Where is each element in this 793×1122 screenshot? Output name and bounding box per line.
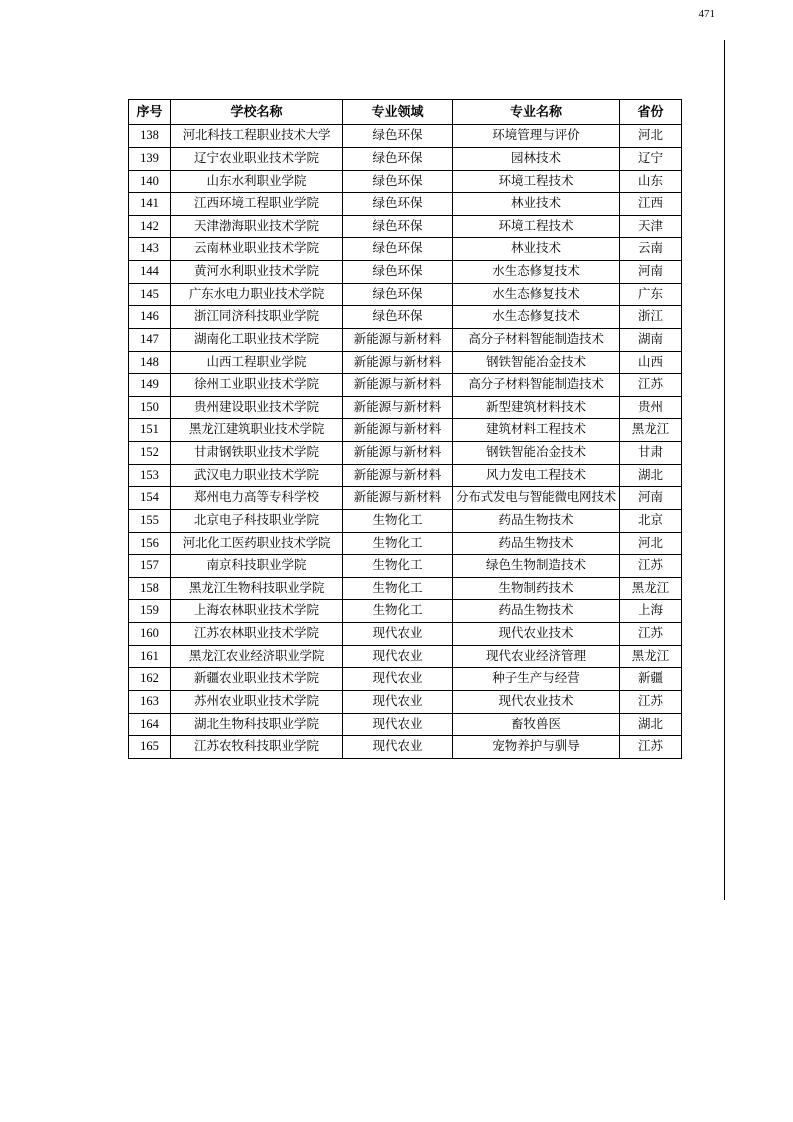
table-body — [129, 125, 682, 759]
cell-field: 生物化工 — [343, 600, 453, 623]
majors-table — [128, 99, 682, 759]
cell-province: 江苏 — [620, 374, 682, 397]
cell-school: 北京电子科技职业学院 — [171, 509, 343, 532]
cell-field: 绿色环保 — [343, 215, 453, 238]
table-row — [129, 623, 682, 646]
table-row — [129, 396, 682, 419]
cell-school: 山西工程职业学院 — [171, 351, 343, 374]
cell-major: 环境工程技术 — [453, 215, 620, 238]
cell-index: 154 — [129, 487, 171, 510]
cell-index: 145 — [129, 283, 171, 306]
cell-major: 现代农业技术 — [453, 623, 620, 646]
cell-major: 畜牧兽医 — [453, 713, 620, 736]
cell-field: 新能源与新材料 — [343, 351, 453, 374]
cell-school: 河北化工医药职业技术学院 — [171, 532, 343, 555]
cell-major: 环境工程技术 — [453, 170, 620, 193]
table-row — [129, 600, 682, 623]
cell-index: 138 — [129, 125, 171, 148]
cell-index: 152 — [129, 442, 171, 465]
cell-province: 天津 — [620, 215, 682, 238]
cell-major: 高分子材料智能制造技术 — [453, 374, 620, 397]
cell-province: 黑龙江 — [620, 577, 682, 600]
table-header-row — [129, 100, 682, 125]
cell-school: 湖北生物科技职业学院 — [171, 713, 343, 736]
cell-province: 江西 — [620, 193, 682, 216]
table-row — [129, 215, 682, 238]
cell-major: 药品生物技术 — [453, 600, 620, 623]
cell-school: 江西环境工程职业学院 — [171, 193, 343, 216]
cell-province: 湖北 — [620, 713, 682, 736]
cell-province: 广东 — [620, 283, 682, 306]
cell-province: 江苏 — [620, 690, 682, 713]
cell-field: 绿色环保 — [343, 170, 453, 193]
cell-field: 新能源与新材料 — [343, 442, 453, 465]
cell-school: 新疆农业职业技术学院 — [171, 668, 343, 691]
table-row — [129, 193, 682, 216]
cell-school: 黄河水利职业技术学院 — [171, 261, 343, 284]
page-border-rule — [724, 40, 725, 900]
cell-index: 158 — [129, 577, 171, 600]
cell-index: 165 — [129, 736, 171, 759]
cell-school: 天津渤海职业技术学院 — [171, 215, 343, 238]
table-row — [129, 713, 682, 736]
cell-school: 黑龙江农业经济职业学院 — [171, 645, 343, 668]
cell-province: 辽宁 — [620, 147, 682, 170]
cell-province: 贵州 — [620, 396, 682, 419]
cell-field: 新能源与新材料 — [343, 464, 453, 487]
cell-school: 湖南化工职业技术学院 — [171, 328, 343, 351]
cell-index: 146 — [129, 306, 171, 329]
cell-province: 江苏 — [620, 623, 682, 646]
cell-major: 水生态修复技术 — [453, 261, 620, 284]
table-row — [129, 668, 682, 691]
cell-province: 湖北 — [620, 464, 682, 487]
table-row — [129, 419, 682, 442]
cell-school: 上海农林职业技术学院 — [171, 600, 343, 623]
cell-major: 新型建筑材料技术 — [453, 396, 620, 419]
cell-major: 现代农业技术 — [453, 690, 620, 713]
cell-province: 河南 — [620, 261, 682, 284]
cell-province: 江苏 — [620, 736, 682, 759]
cell-school: 徐州工业职业技术学院 — [171, 374, 343, 397]
cell-index: 153 — [129, 464, 171, 487]
table-row — [129, 170, 682, 193]
cell-school: 甘肃钢铁职业技术学院 — [171, 442, 343, 465]
cell-major: 种子生产与经营 — [453, 668, 620, 691]
cell-major: 水生态修复技术 — [453, 306, 620, 329]
table-row — [129, 555, 682, 578]
cell-school: 广东水电力职业技术学院 — [171, 283, 343, 306]
cell-school: 武汉电力职业技术学院 — [171, 464, 343, 487]
cell-province: 黑龙江 — [620, 645, 682, 668]
table-row — [129, 509, 682, 532]
cell-province: 江苏 — [620, 555, 682, 578]
cell-province: 山东 — [620, 170, 682, 193]
cell-index: 148 — [129, 351, 171, 374]
cell-field: 生物化工 — [343, 555, 453, 578]
cell-field: 现代农业 — [343, 736, 453, 759]
table-row — [129, 464, 682, 487]
cell-province: 北京 — [620, 509, 682, 532]
table-row — [129, 306, 682, 329]
cell-major: 药品生物技术 — [453, 532, 620, 555]
cell-school: 辽宁农业职业技术学院 — [171, 147, 343, 170]
cell-major: 林业技术 — [453, 238, 620, 261]
cell-school: 河北科技工程职业技术大学 — [171, 125, 343, 148]
cell-school: 江苏农牧科技职业学院 — [171, 736, 343, 759]
table-row — [129, 125, 682, 148]
cell-major: 林业技术 — [453, 193, 620, 216]
cell-major: 宠物养护与驯导 — [453, 736, 620, 759]
cell-index: 140 — [129, 170, 171, 193]
column-header-major: 专业名称 — [453, 100, 620, 125]
cell-field: 现代农业 — [343, 690, 453, 713]
table-row — [129, 442, 682, 465]
cell-field: 生物化工 — [343, 577, 453, 600]
cell-province: 河北 — [620, 532, 682, 555]
cell-index: 141 — [129, 193, 171, 216]
cell-school: 郑州电力高等专科学校 — [171, 487, 343, 510]
table-row — [129, 374, 682, 397]
cell-field: 绿色环保 — [343, 306, 453, 329]
table-row — [129, 532, 682, 555]
cell-index: 164 — [129, 713, 171, 736]
cell-index: 160 — [129, 623, 171, 646]
cell-index: 143 — [129, 238, 171, 261]
cell-province: 甘肃 — [620, 442, 682, 465]
cell-index: 156 — [129, 532, 171, 555]
cell-school: 黑龙江生物科技职业学院 — [171, 577, 343, 600]
cell-major: 建筑材料工程技术 — [453, 419, 620, 442]
cell-field: 绿色环保 — [343, 147, 453, 170]
cell-field: 生物化工 — [343, 509, 453, 532]
cell-field: 新能源与新材料 — [343, 396, 453, 419]
cell-province: 新疆 — [620, 668, 682, 691]
cell-field: 新能源与新材料 — [343, 328, 453, 351]
cell-school: 浙江同济科技职业学院 — [171, 306, 343, 329]
cell-school: 苏州农业职业技术学院 — [171, 690, 343, 713]
cell-index: 155 — [129, 509, 171, 532]
cell-major: 风力发电工程技术 — [453, 464, 620, 487]
cell-province: 河北 — [620, 125, 682, 148]
cell-major: 高分子材料智能制造技术 — [453, 328, 620, 351]
cell-province: 湖南 — [620, 328, 682, 351]
cell-index: 147 — [129, 328, 171, 351]
cell-major: 钢铁智能冶金技术 — [453, 442, 620, 465]
cell-school: 南京科技职业学院 — [171, 555, 343, 578]
cell-index: 139 — [129, 147, 171, 170]
column-header-province: 省份 — [620, 100, 682, 125]
cell-index: 151 — [129, 419, 171, 442]
cell-major: 水生态修复技术 — [453, 283, 620, 306]
cell-major: 生物制药技术 — [453, 577, 620, 600]
page-number: 471 — [698, 8, 715, 20]
table-row — [129, 328, 682, 351]
cell-field: 新能源与新材料 — [343, 487, 453, 510]
table-row — [129, 283, 682, 306]
cell-province: 河南 — [620, 487, 682, 510]
cell-major: 园林技术 — [453, 147, 620, 170]
table-row — [129, 487, 682, 510]
cell-field: 生物化工 — [343, 532, 453, 555]
cell-major: 现代农业经济管理 — [453, 645, 620, 668]
cell-major: 环境管理与评价 — [453, 125, 620, 148]
cell-major: 药品生物技术 — [453, 509, 620, 532]
cell-province: 黑龙江 — [620, 419, 682, 442]
cell-major: 分布式发电与智能微电网技术 — [453, 487, 620, 510]
table-row — [129, 351, 682, 374]
cell-field: 新能源与新材料 — [343, 374, 453, 397]
cell-index: 163 — [129, 690, 171, 713]
cell-province: 山西 — [620, 351, 682, 374]
table-row — [129, 577, 682, 600]
cell-field: 新能源与新材料 — [343, 419, 453, 442]
column-header-field: 专业领域 — [343, 100, 453, 125]
cell-index: 162 — [129, 668, 171, 691]
cell-school: 江苏农林职业技术学院 — [171, 623, 343, 646]
cell-field: 现代农业 — [343, 668, 453, 691]
cell-field: 现代农业 — [343, 645, 453, 668]
cell-index: 159 — [129, 600, 171, 623]
cell-province: 浙江 — [620, 306, 682, 329]
table-row — [129, 261, 682, 284]
cell-major: 绿色生物制造技术 — [453, 555, 620, 578]
cell-index: 157 — [129, 555, 171, 578]
cell-index: 142 — [129, 215, 171, 238]
column-header-school: 学校名称 — [171, 100, 343, 125]
cell-school: 山东水利职业学院 — [171, 170, 343, 193]
cell-field: 绿色环保 — [343, 283, 453, 306]
cell-province: 云南 — [620, 238, 682, 261]
table-row — [129, 238, 682, 261]
cell-field: 绿色环保 — [343, 261, 453, 284]
table-container — [128, 99, 681, 759]
cell-school: 黑龙江建筑职业技术学院 — [171, 419, 343, 442]
cell-province: 上海 — [620, 600, 682, 623]
cell-field: 绿色环保 — [343, 125, 453, 148]
cell-index: 150 — [129, 396, 171, 419]
cell-field: 绿色环保 — [343, 238, 453, 261]
table-row — [129, 690, 682, 713]
cell-school: 贵州建设职业技术学院 — [171, 396, 343, 419]
cell-field: 现代农业 — [343, 623, 453, 646]
cell-index: 149 — [129, 374, 171, 397]
cell-index: 161 — [129, 645, 171, 668]
cell-index: 144 — [129, 261, 171, 284]
cell-field: 现代农业 — [343, 713, 453, 736]
cell-school: 云南林业职业技术学院 — [171, 238, 343, 261]
cell-field: 绿色环保 — [343, 193, 453, 216]
column-header-index: 序号 — [129, 100, 171, 125]
table-row — [129, 736, 682, 759]
cell-major: 钢铁智能冶金技术 — [453, 351, 620, 374]
table-row — [129, 645, 682, 668]
table-row — [129, 147, 682, 170]
